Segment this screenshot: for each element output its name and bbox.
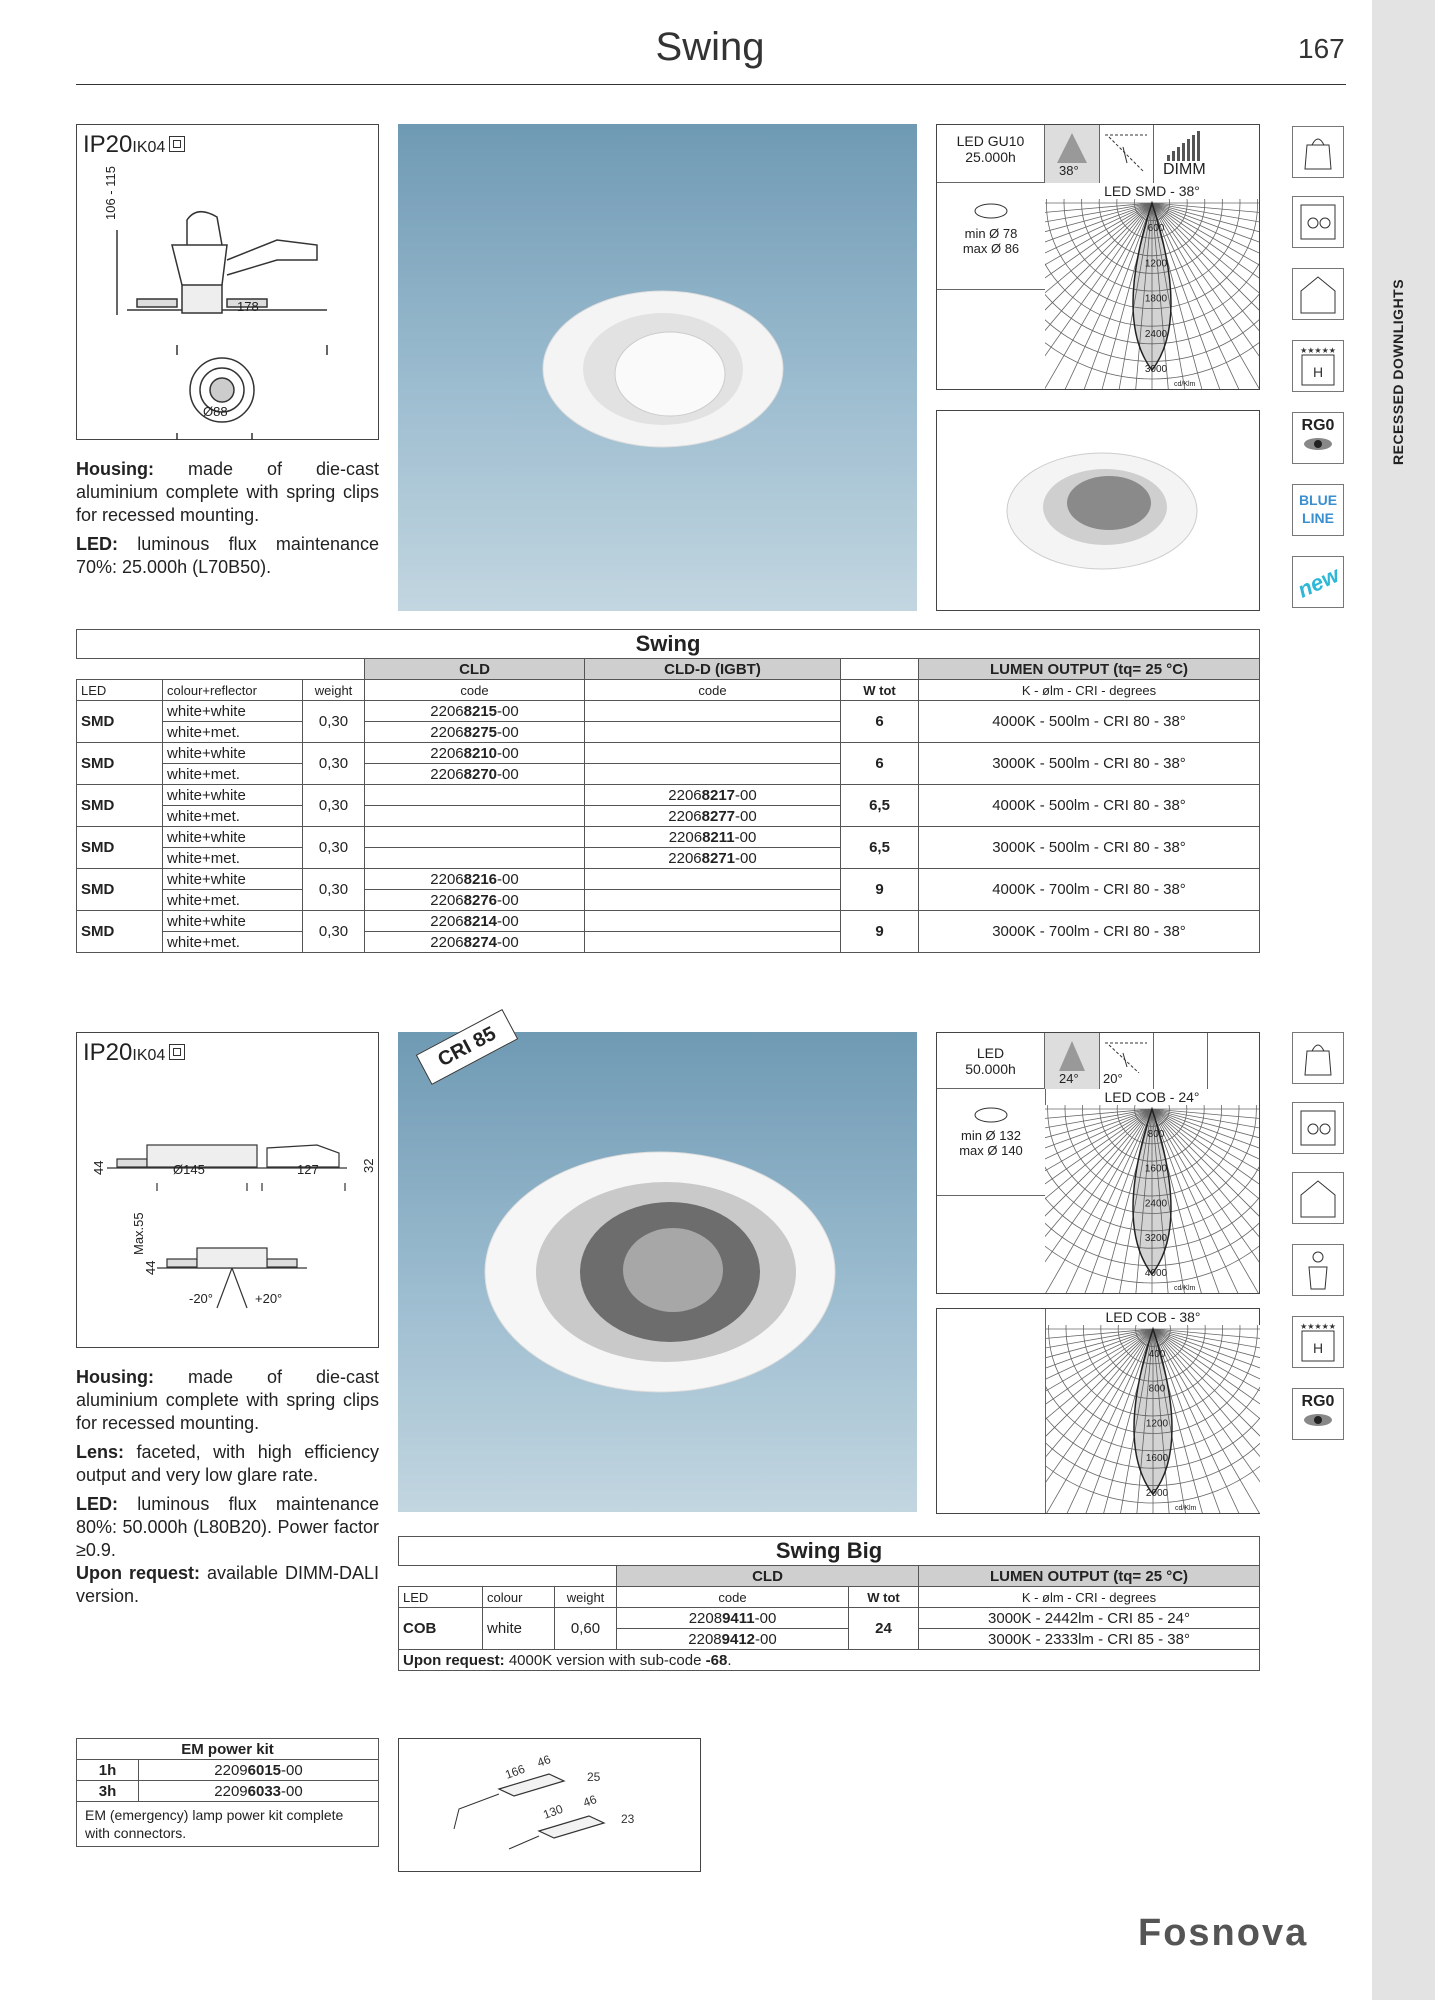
desc-housing-2: Housing: made of die-cast aluminium complete with spring clips for recessed mounting. bbox=[76, 1367, 379, 1433]
polar-ring-label: 400 bbox=[1148, 1348, 1166, 1360]
person-icon bbox=[1292, 1244, 1344, 1296]
spec-panel-2 bbox=[936, 1032, 1260, 1294]
dim-h2-2: 32 bbox=[361, 1158, 376, 1173]
table-row: white+met. 22068275-00 bbox=[77, 722, 1260, 743]
swing-table: Swing CLD CLD-D (IGBT) LUMEN OUTPUT (tq= 25 °C) LED colour+reflector weight code code W tot K - ølm - CRI - degrees SMD white+white 0,30 22068215-00 6 4000K - 500lm - CRI 80 - 38° white+met. 22068275-00 SMD white+white 0,30 22068210-00 6 3000K - 500lm - CRI 80 - 38° white+met. 22068270-00 SMD white+white 0,30 22068217-00 6,5 4000K - 500lm - CRI 80 - 38° white+met. 22068277-00 SMD white+white 0,30 22068211-00 6,5 3000K - 500lm - CRI 80 - 38° white+met. 22068271-00 SMD white+white 0,30 22068216-00 9 4000K - 700lm - CRI 80 - 38° white+met. 22068276-00 SMD white+white 0,30 22068214-00 9 3000K - 700lm - CRI 80 - 38° white+met. 22068274-00 bbox=[76, 629, 1260, 953]
polar-title-1: LED SMD - 38° bbox=[1045, 183, 1259, 199]
polar-ring-label: 4000 bbox=[1144, 1268, 1168, 1280]
gallery-icon-2 bbox=[1292, 1102, 1344, 1154]
page-number: 167 bbox=[1298, 33, 1345, 64]
house-icon-2 bbox=[1292, 1172, 1344, 1224]
em-title: EM power kit bbox=[77, 1739, 379, 1760]
em-dim-c: 25 bbox=[587, 1770, 601, 1784]
empty-cell-2 bbox=[1153, 1033, 1208, 1089]
led-life-cell-1: LED GU10 25.000h bbox=[937, 125, 1045, 183]
dim-w-2: 127 bbox=[297, 1162, 319, 1177]
class-ii-icon-2 bbox=[169, 1044, 185, 1060]
cutout-cell-1: min Ø 78 max Ø 86 bbox=[937, 183, 1046, 290]
cri-badge: CRI 85 bbox=[416, 1009, 518, 1085]
table-row: SMD white+white 0,30 22068217-00 6,5 4000K - 500lm - CRI 80 - 38° bbox=[77, 785, 1260, 806]
desc-led-2: LED: luminous flux maintenance 80%: 50.000h (L80B20). Power factor ≥0.9. bbox=[76, 1494, 379, 1560]
led-life-cell-2: LED 50.000h bbox=[937, 1033, 1045, 1089]
table-row: 1h 22096015-00 bbox=[77, 1760, 379, 1781]
polar-ring-label: 1600 bbox=[1144, 1163, 1168, 1175]
tilt-icon-1 bbox=[1099, 125, 1154, 183]
desc-request: Upon request: available DIMM-DALI version. bbox=[76, 1563, 379, 1606]
polar-ring-label: 3200 bbox=[1144, 1233, 1168, 1245]
house-icon bbox=[1292, 268, 1344, 320]
polar-diagram-2 bbox=[1045, 1089, 1259, 1293]
table-row: 3h 22096033-00 bbox=[77, 1781, 379, 1802]
table-row: white+met. 22068271-00 bbox=[77, 848, 1260, 869]
dimension-drawing-1 bbox=[77, 165, 377, 440]
em-dim-b: 46 bbox=[535, 1752, 553, 1770]
table-row: SMD white+white 0,30 22068214-00 9 3000K - 700lm - CRI 80 - 38° bbox=[77, 911, 1260, 932]
em-dim-f: 23 bbox=[621, 1812, 635, 1826]
svg-text:H: H bbox=[1312, 364, 1324, 380]
dim-max-2: Max.55 bbox=[131, 1212, 146, 1255]
group-cld: CLD bbox=[365, 659, 585, 680]
dim-tilt-left: -20° bbox=[189, 1291, 213, 1306]
em-kit-table bbox=[76, 1738, 379, 1847]
dim-height-1: 106 - 115 bbox=[103, 166, 118, 220]
dimension-box-1 bbox=[76, 124, 379, 440]
product-photo-1 bbox=[398, 124, 917, 611]
gallery-icon bbox=[1292, 196, 1344, 248]
swing-big-table: Swing Big CLD LUMEN OUTPUT (tq= 25 °C) LED colour weight code W tot K - ølm - CRI - degrees COB white 0,60 22089411-00 24 3000K - 2442lm - CRI 85 - 24° 22089412-00 3000K - 2333lm - CRI 85 - 38° Upon request: 4000K version with sub-code -68. bbox=[398, 1536, 1260, 1671]
polar-ring-label: 1800 bbox=[1144, 293, 1168, 305]
beam-angle-cell-2: 24° bbox=[1045, 1033, 1100, 1089]
table-row: white+met. 22068276-00 bbox=[77, 890, 1260, 911]
table-note: Upon request: 4000K version with sub-code -68. bbox=[399, 1650, 1260, 1671]
polar-unit-label: cd/Klm bbox=[1174, 381, 1196, 388]
em-dim-a: 166 bbox=[503, 1761, 527, 1782]
em-kit-drawing bbox=[398, 1738, 701, 1872]
polar-ring-label: 800 bbox=[1147, 1128, 1165, 1140]
svg-text:★★★★★: ★★★★★ bbox=[1300, 346, 1336, 355]
table-row: 22089412-00 3000K - 2333lm - CRI 85 - 38° bbox=[399, 1629, 1260, 1650]
table-row: white+met. 22068274-00 bbox=[77, 932, 1260, 953]
polar-ring-label: 1600 bbox=[1145, 1453, 1169, 1465]
em-note: EM (emergency) lamp power kit complete with connectors. bbox=[77, 1802, 379, 1847]
product-photo-1b bbox=[936, 410, 1260, 611]
em-dim-d: 130 bbox=[541, 1801, 565, 1822]
hotel-icon-2 bbox=[1292, 1316, 1344, 1368]
polar-ring-label: 2400 bbox=[1144, 1198, 1168, 1210]
downlight-render-1b bbox=[937, 411, 1261, 612]
dim-dia-2: Ø145 bbox=[173, 1162, 205, 1177]
table-row: white+met. 22068277-00 bbox=[77, 806, 1260, 827]
ip-rating-1: IP20IK04 bbox=[83, 131, 185, 159]
em-kit-svg bbox=[399, 1739, 699, 1869]
beam-angle-cell-1: 38° bbox=[1045, 125, 1100, 183]
polar-chart-3 bbox=[1046, 1325, 1260, 1513]
group-cld-2: CLD bbox=[617, 1566, 919, 1587]
table-row: SMD white+white 0,30 22068210-00 6 3000K - 500lm - CRI 80 - 38° bbox=[77, 743, 1260, 764]
dimension-box-2 bbox=[76, 1032, 379, 1348]
downlight-render-2 bbox=[398, 1032, 917, 1512]
svg-text:H: H bbox=[1312, 1340, 1324, 1356]
polar-ring-label: 3000 bbox=[1144, 363, 1168, 375]
polar-ring-label: 600 bbox=[1147, 223, 1165, 235]
table-row: SMD white+white 0,30 22068216-00 9 4000K - 700lm - CRI 80 - 38° bbox=[77, 869, 1260, 890]
table-title-1: Swing bbox=[77, 630, 1260, 659]
desc-led: LED: luminous flux maintenance 70%: 25.000h (L70B50). bbox=[76, 534, 379, 577]
class-ii-icon bbox=[169, 136, 185, 152]
em-dim-e: 46 bbox=[581, 1792, 599, 1810]
description-1 bbox=[76, 458, 379, 585]
polar-unit-label: cd/Klm bbox=[1174, 1285, 1196, 1292]
spec-panel-1 bbox=[936, 124, 1260, 390]
table-row: SMD white+white 0,30 22068211-00 6,5 3000K - 500lm - CRI 80 - 38° bbox=[77, 827, 1260, 848]
cutout-cell-2: min Ø 132 max Ø 140 bbox=[937, 1089, 1046, 1196]
tilt-icon-2: 20° bbox=[1099, 1033, 1154, 1089]
downlight-render-1 bbox=[398, 124, 917, 611]
product-photo-2 bbox=[398, 1032, 917, 1512]
dim-h3-2: 44 bbox=[143, 1260, 158, 1275]
group-cldd: CLD-D (IGBT) bbox=[585, 659, 841, 680]
polar-ring-label: 800 bbox=[1148, 1383, 1166, 1395]
rg0-icon-2: RG0 bbox=[1292, 1388, 1344, 1440]
dimm-icon-1: DIMM bbox=[1153, 125, 1213, 183]
polar-chart-2 bbox=[1045, 1105, 1259, 1293]
ip-rating-2: IP20IK04 bbox=[83, 1039, 185, 1067]
rg0-icon: RG0 bbox=[1292, 412, 1344, 464]
polar-ring-label: 2000 bbox=[1145, 1488, 1169, 1500]
polar-ring-label: 1200 bbox=[1144, 258, 1168, 270]
new-badge: new bbox=[1292, 556, 1344, 608]
page-title: Swing bbox=[655, 25, 765, 69]
group-lumen: LUMEN OUTPUT (tq= 25 °C) bbox=[919, 659, 1260, 680]
desc-lens: Lens: faceted, with high efficiency output and very low glare rate. bbox=[76, 1442, 379, 1485]
polar-chart-1 bbox=[1045, 199, 1259, 389]
svg-text:★★★★★: ★★★★★ bbox=[1300, 1322, 1336, 1331]
dim-h-2: 44 bbox=[91, 1160, 106, 1175]
polar-title-3: LED COB - 38° bbox=[1105, 1309, 1201, 1325]
retail-icon-2 bbox=[1292, 1032, 1344, 1084]
polar-ring-label: 1200 bbox=[1145, 1418, 1169, 1430]
dim-width-1: 178 bbox=[237, 299, 259, 314]
section-label: RECESSED DOWNLIGHTS bbox=[1390, 278, 1406, 465]
header-rule bbox=[76, 84, 1346, 85]
brand-logo: Fosnova bbox=[1138, 1912, 1309, 1954]
table-title-2: Swing Big bbox=[399, 1537, 1260, 1566]
table-row: COB white 0,60 22089411-00 24 3000K - 2442lm - CRI 85 - 24° bbox=[399, 1608, 1260, 1629]
blue-line-icon: BLUE LINE bbox=[1292, 484, 1344, 536]
polar-diagram-3 bbox=[1045, 1309, 1260, 1513]
retail-icon bbox=[1292, 126, 1344, 178]
polar-title-2: LED COB - 24° bbox=[1104, 1089, 1200, 1105]
description-2 bbox=[76, 1366, 379, 1614]
desc-housing: Housing: made of die-cast aluminium complete with spring clips for recessed mounting. bbox=[76, 459, 379, 525]
dim-tilt-right: +20° bbox=[255, 1291, 283, 1306]
dimension-drawing-2 bbox=[77, 1073, 377, 1343]
polar-unit-label: cd/Klm bbox=[1175, 1505, 1197, 1512]
polar-ring-label: 2400 bbox=[1144, 328, 1168, 340]
hotel-icon bbox=[1292, 340, 1344, 392]
group-lumen-2: LUMEN OUTPUT (tq= 25 °C) bbox=[919, 1566, 1260, 1587]
spec-panel-3 bbox=[936, 1308, 1260, 1514]
table-row: SMD white+white 0,30 22068215-00 6 4000K - 500lm - CRI 80 - 38° bbox=[77, 701, 1260, 722]
dim-dia-1: Ø88 bbox=[203, 404, 228, 419]
polar-diagram-1 bbox=[1045, 183, 1259, 389]
table-row: white+met. 22068270-00 bbox=[77, 764, 1260, 785]
